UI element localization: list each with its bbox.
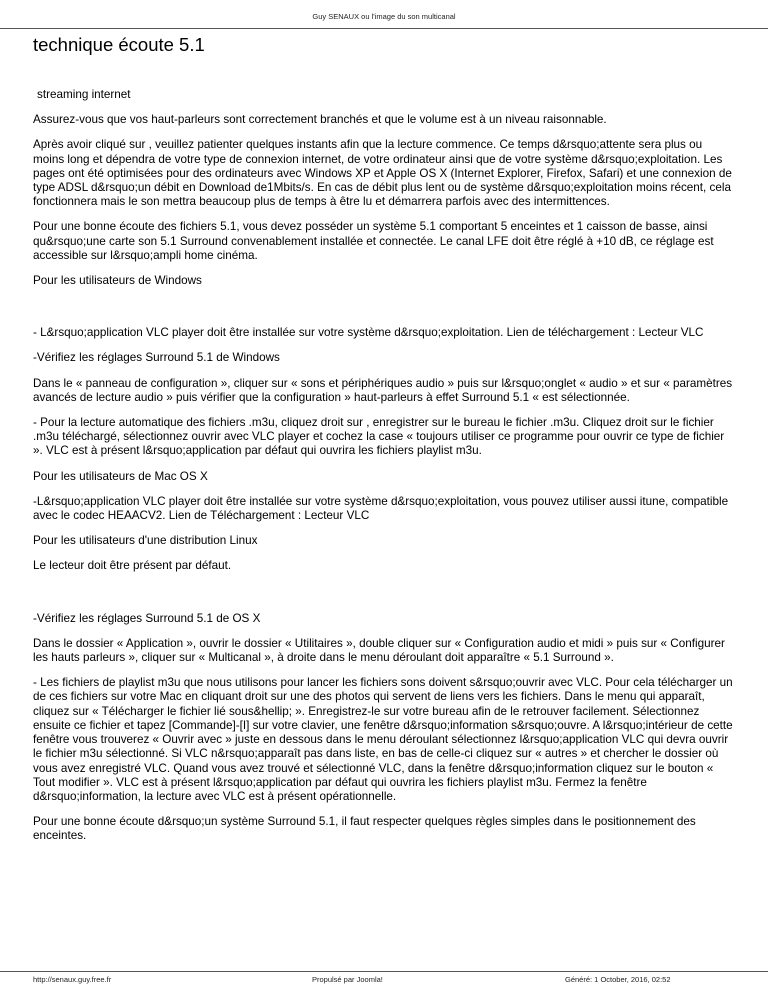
paragraph: Dans le dossier « Application », ouvrir le dossier « Utilitaires », double cliquer sur « Configuration audio et midi » puis sur « Configurer les hauts parleurs », cliquer sur « Multicanal », à droite dans le menu déroulant doit apparaître « 5.1 Surround ». — [33, 636, 725, 665]
article-title: technique écoute 5.1 — [33, 34, 205, 55]
paragraph: Pour une bonne écoute d&rsquo;un système Surround 5.1, il faut respecter quelques règles simples dans le positionnement des enceintes. — [33, 815, 696, 843]
section-heading: Pour les utilisateurs de Mac OS X — [33, 469, 208, 483]
paragraph: - Les fichiers de playlist m3u que nous utilisons pour lancer les fichiers sons doivent s&rsquo;ouvrir avec VLC. Pour cela télécharger un de ces fichiers sur votre Mac en cliquant droit sur une des photos qui servent de liens vers les fichiers. Dans le menu qui apparaît, cliquez sur « Télécharger le fichier lié sous&hellip; ». Enregistrez-le sur votre bureau afin de le retrouver facilement. Sélectionnez ensuite ce fichier et tapez [Commande]-[I] sur votre clavier, une fenêtre d&rsquo;information s&rsquo;ouvre. A l&rsquo;intérieur de cette fenêtre vous trouverez « Ouvrir avec » juste en dessous dans le menu déroulant sélectionnez l&rsquo;application VLC qui devra ouvrir le fichier m3u sélectionné. Si VLC n&rsquo;apparaît pas dans liste, en bas de celle-ci cliquez sur « autres » et chercher le dossier où vous avez enregistré VLC. Quand vous avez trouvé et sélectionné VLC, dans la fenêtre d&rsquo;information cliquez sur le bouton « Tout modifier ». VLC est à présent l&rsquo;application par défaut qui ouvrira les fichiers playlist m3u. Fermez la fenêtre d&rsquo;information, la lecture avec VLC est à présent opérationnelle. — [33, 676, 733, 803]
section-heading: Pour les utilisateurs de Windows — [33, 274, 202, 288]
article-body — [33, 88, 733, 855]
paragraph: -Vérifiez les réglages Surround 5.1 de OS X — [33, 611, 261, 625]
footer-rule — [0, 971, 768, 972]
paragraph: Assurez-vous que vos haut-parleurs sont correctement branchés et que le volume est à un niveau raisonnable. — [33, 113, 607, 127]
paragraph: Le lecteur doit être présent par défaut. — [33, 559, 232, 573]
footer-powered: Propulsé par Joomla! — [312, 975, 383, 984]
header-rule — [0, 28, 768, 29]
footer-url: http://senaux.guy.free.fr — [33, 975, 112, 984]
footer-generated: Généré: 1 October, 2016, 02:52 — [565, 975, 671, 984]
paragraph: Pour une bonne écoute des fichiers 5.1, vous devez posséder un système 5.1 comportant 5 enceintes et 1 caisson de basse, ainsi qu&rsquo;une carte son 5.1 Surround convenablement installée et connectée. Le canal LFE doit être réglé à +10 dB, ce réglage est accessible sur l&rsquo;ampli home cinéma. — [33, 220, 714, 262]
page-header: Guy SENAUX ou l'image du son multicanal — [312, 12, 456, 21]
spacer — [33, 299, 733, 326]
paragraph: - L&rsquo;application VLC player doit être installée sur votre système d&rsquo;exploitation. Lien de téléchargement : Lecteur VLC — [33, 326, 704, 340]
paragraph: - Pour la lecture automatique des fichiers .m3u, cliquez droit sur , enregistrer sur le bureau le fichier .m3u. Cliquez droit sur le fichier .m3u téléchargé, sélectionnez ouvrir avec VLC player et cochez la case « toujours utiliser ce programme pour ouvrir ce type de fichier ». VLC est à présent l&rsquo;application par défaut qui ouvrira les fichiers playlist m3u. — [33, 416, 725, 458]
spacer — [33, 585, 733, 612]
paragraph: -Vérifiez les réglages Surround 5.1 de Windows — [33, 351, 280, 365]
paragraph: Après avoir cliqué sur , veuillez patienter quelques instants afin que la lecture commence. Ce temps d&rsquo;attente sera plus ou moins long et dépendra de votre type de connexion internet, de votre ordinateur ainsi que de votre système d&rsquo;exploitation. Les pages ont été optimisées pour des ordinateurs avec Windows XP et Apple OS X (Internet Explorer, Firefox, Safari) et une connexion de type ADSL d&rsquo;un débit en Download de1Mbits/s. En cas de débit plus lent ou de système d&rsquo;exploitation moins récent, cela fonctionnera mais le son mettra beaucoup plus de temps à être lu et démarrera parfois avec des intermittences. — [33, 138, 732, 209]
paragraph: -L&rsquo;application VLC player doit être installée sur votre système d&rsquo;exploitation, vous pouvez utiliser aussi itune, compatible avec le codec HEAACV2. Lien de Téléchargement : Lecteur VLC — [33, 494, 729, 523]
paragraph: Dans le « panneau de configuration », cliquer sur « sons et périphériques audio » puis sur l&rsquo;onglet « audio » et sur « paramètres avancés de lecture audio » puis vérifier que la configuration » haut-parleurs à effet Surround 5.1 « est sélectionnée. — [33, 376, 733, 404]
section-heading: Pour les utilisateurs d'une distribution Linux — [33, 534, 258, 548]
section-heading: streaming internet — [37, 88, 131, 101]
